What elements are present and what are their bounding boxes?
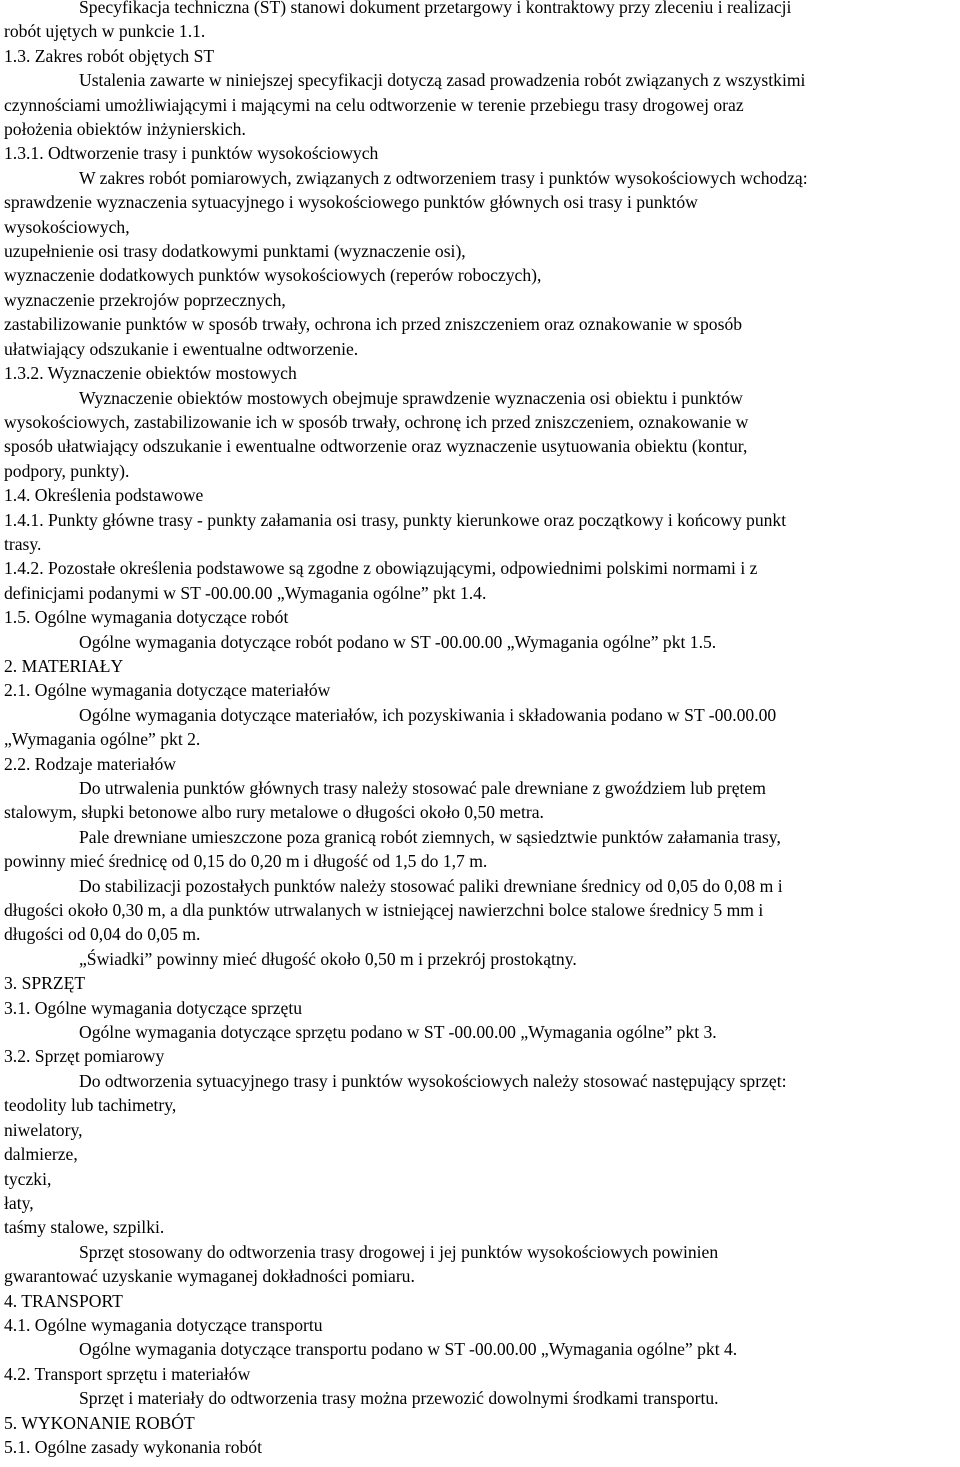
text-line: 3.2. Sprzęt pomiarowy	[4, 1046, 165, 1067]
text-line: Specyfikacja techniczna (ST) stanowi dokument przetargowy i kontraktowy przy zleceniu i realizacji	[79, 0, 792, 17]
text-line: Wyznaczenie obiektów mostowych obejmuje sprawdzenie wyznaczenia osi obiektu i punktów	[79, 387, 743, 408]
text-line: wysokościowych, zastabilizowanie ich w sposób trwały, ochronę ich przed zniszczeniem, oznakowanie w	[4, 411, 749, 432]
text-line: taśmy stalowe, szpilki.	[4, 1217, 165, 1238]
text-line: łaty,	[4, 1192, 34, 1213]
text-line: czynnościami umożliwiającymi i mającymi na celu odtworzenie w terenie przebiegu trasy drogowej oraz	[4, 94, 744, 115]
text-line: 4.1. Ogólne wymagania dotyczące transportu	[4, 1314, 323, 1335]
text-line: 1.5. Ogólne wymagania dotyczące robót	[4, 607, 289, 628]
text-line: Do odtworzenia sytuacyjnego trasy i punktów wysokościowych należy stosować następujący sprzęt:	[79, 1070, 787, 1091]
text-line: gwarantować uzyskanie wymaganej dokładności pomiaru.	[4, 1266, 415, 1287]
text-line: 5.1. Ogólne zasady wykonania robót	[4, 1436, 262, 1457]
text-line: długości od 0,04 do 0,05 m.	[4, 924, 201, 945]
text-line: Pale drewniane umieszczone poza granicą robót ziemnych, w sąsiedztwie punktów załamania trasy,	[79, 826, 781, 847]
text-line: 4. TRANSPORT	[4, 1290, 123, 1311]
text-line: Ogólne wymagania dotyczące robót podano w ST -00.00.00 „Wymagania ogólne” pkt 1.5.	[79, 631, 717, 652]
text-line: Ogólne wymagania dotyczące sprzętu podano w ST -00.00.00 „Wymagania ogólne” pkt 3.	[79, 1022, 717, 1043]
text-line: Sprzęt i materiały do odtworzenia trasy można przewozić dowolnymi środkami transportu.	[79, 1388, 719, 1409]
text-line: 3.1. Ogólne wymagania dotyczące sprzętu	[4, 997, 303, 1018]
text-line: 5. WYKONANIE ROBÓT	[4, 1412, 195, 1433]
text-line: 2.1. Ogólne wymagania dotyczące materiałów	[4, 680, 331, 701]
text-line: 2. MATERIAŁY	[4, 655, 124, 676]
text-line: teodolity lub tachimetry,	[4, 1095, 177, 1116]
text-line: Ogólne wymagania dotyczące materiałów, ich pozyskiwania i składowania podano w ST -00.00.00	[79, 704, 777, 725]
text-line: „Świadki” powinny mieć długość około 0,50 m i przekrój prostokątny.	[79, 948, 577, 969]
text-line: wyznaczenie dodatkowych punktów wysokościowych (reperów roboczych),	[4, 265, 542, 286]
text-line: stalowym, słupki betonowe albo rury metalowe o długości około 0,50 metra.	[4, 802, 544, 823]
text-line: powinny mieć średnicę od 0,15 do 0,20 m i długość od 1,5 do 1,7 m.	[4, 851, 488, 872]
text-line: Do utrwalenia punktów głównych trasy należy stosować pale drewniane z gwoździem lub prętem	[79, 778, 766, 798]
text-line: 2.2. Rodzaje materiałów	[4, 753, 176, 774]
text-line: Ustalenia zawarte w niniejszej specyfikacji dotyczą zasad prowadzenia robót związanych z wszystkimi	[79, 70, 806, 91]
text-line: 1.4.1. Punkty główne trasy - punkty załamania osi trasy, punkty kierunkowe oraz początkowy i końcowy punkt	[4, 509, 787, 530]
text-line: wyznaczenie przekrojów poprzecznych,	[4, 289, 286, 310]
text-line: 3. SPRZĘT	[4, 973, 86, 994]
text-line: trasy.	[4, 533, 42, 554]
text-line: 1.4. Określenia podstawowe	[4, 485, 204, 506]
text-line: położenia obiektów inżynierskich.	[4, 119, 246, 140]
text-line: 1.3. Zakres robót objętych ST	[4, 45, 215, 66]
text-line: Sprzęt stosowany do odtworzenia trasy drogowej i jej punktów wysokościowych powinien	[79, 1241, 719, 1262]
text-line: dalmierze,	[4, 1144, 78, 1165]
text-line: sposób ułatwiający odszukanie i ewentualne odtworzenie oraz wyznaczenie usytuowania obiektu (kontur,	[4, 436, 748, 457]
text-line: niwelatory,	[4, 1119, 83, 1140]
text-line: tyczki,	[4, 1168, 52, 1189]
text-line: robót ujętych w punkcie 1.1.	[4, 21, 206, 42]
text-line: podpory, punkty).	[4, 460, 130, 481]
text-line: 1.3.2. Wyznaczenie obiektów mostowych	[4, 363, 297, 384]
text-line: Ogólne wymagania dotyczące transportu podano w ST -00.00.00 „Wymagania ogólne” pkt 4.	[79, 1339, 738, 1360]
text-line: „Wymagania ogólne” pkt 2.	[4, 729, 201, 750]
text-line: Do stabilizacji pozostałych punktów należy stosować paliki drewniane średnicy od 0,05 do 0,08 m i	[79, 875, 783, 896]
text-line: uzupełnienie osi trasy dodatkowymi punktami (wyznaczenie osi),	[4, 241, 466, 262]
text-line: 1.4.2. Pozostałe określenia podstawowe są zgodne z obowiązującymi, odpowiednimi polskimi normami i z	[4, 558, 758, 579]
text-line: długości około 0,30 m, a dla punktów utrwalanych w istniejącej nawierzchni bolce stalowe średnicy 5 mm i	[4, 900, 764, 921]
text-line: zastabilizowanie punktów w sposób trwały, ochrona ich przed zniszczeniem oraz oznakowanie w sposób	[4, 314, 743, 335]
text-line: sprawdzenie wyznaczenia sytuacyjnego i wysokościowego punktów głównych osi trasy i punktów	[4, 192, 698, 213]
text-line: 4.2. Transport sprzętu i materiałów	[4, 1363, 251, 1384]
text-line: ułatwiający odszukanie i ewentualne odtworzenie.	[4, 338, 359, 359]
document-page	[4, 0, 954, 1459]
text-line: W zakres robót pomiarowych, związanych z odtworzeniem trasy i punktów wysokościowych wchodzą:	[79, 167, 808, 188]
text-line: wysokościowych,	[4, 216, 130, 237]
text-line: 1.3.1. Odtworzenie trasy i punktów wysokościowych	[4, 143, 379, 164]
text-line: definicjami podanymi w ST -00.00.00 „Wymagania ogólne” pkt 1.4.	[4, 582, 487, 603]
